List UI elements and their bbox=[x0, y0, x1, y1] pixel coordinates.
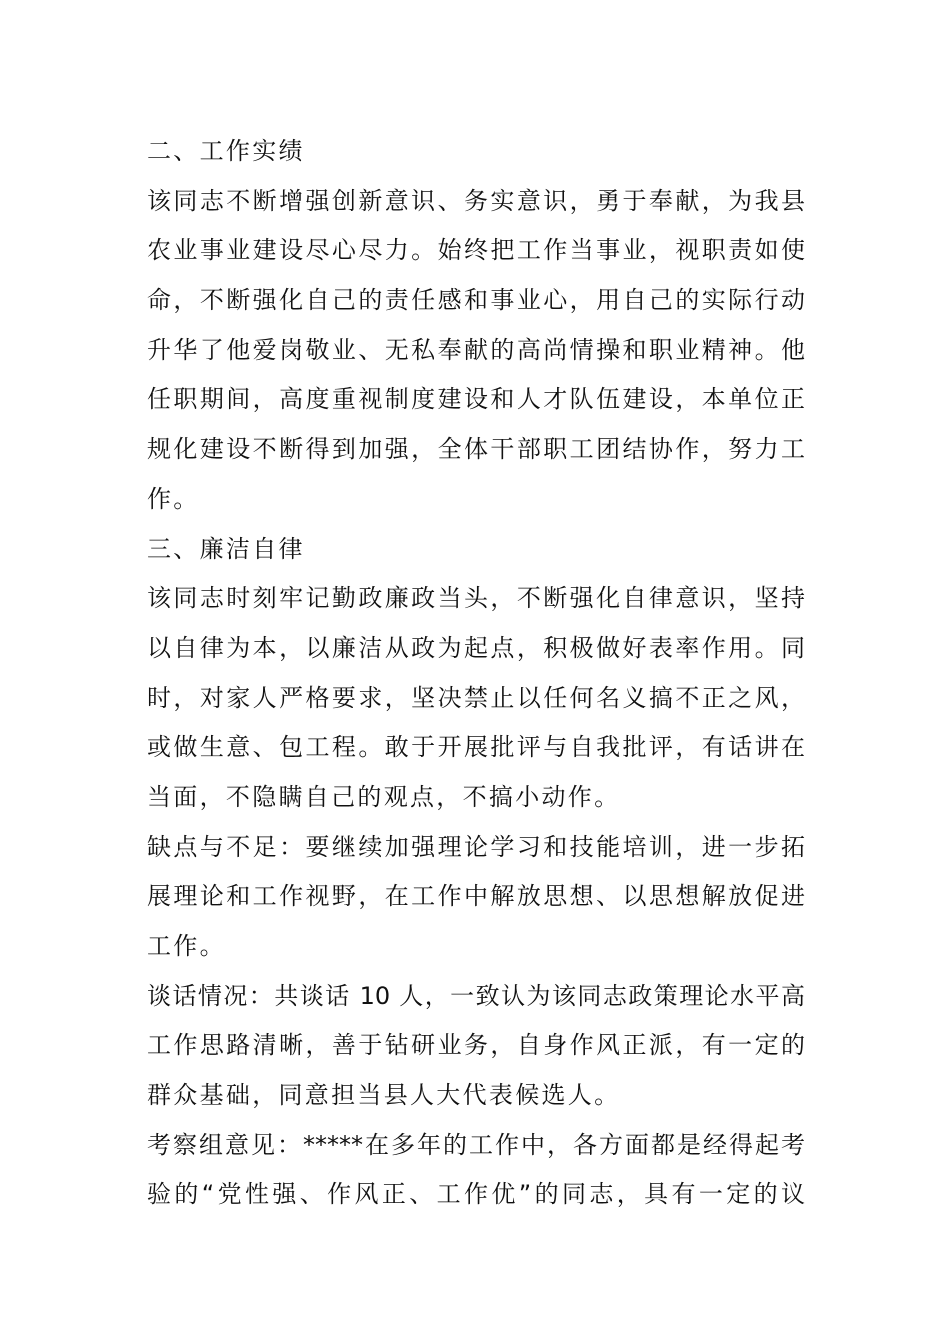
text-line: 以自律为本，以廉洁从政为起点，积极做好表率作用。同 bbox=[147, 633, 805, 662]
text-line: 任职期间，高度重视制度建设和人才队伍建设，本单位正 bbox=[147, 385, 805, 414]
text-line: 升华了他爱岗敬业、无私奉献的高尚情操和职业精神。他 bbox=[147, 335, 805, 364]
text-line: 群众基础，同意担当县人大代表候选人。 bbox=[147, 1081, 621, 1110]
text-line: 当面，不隐瞒自己的观点，不搞小动作。 bbox=[147, 782, 621, 811]
text-line: 缺点与不足：要继续加强理论学习和技能培训，进一步拓 bbox=[147, 832, 805, 861]
text-line: 时，对家人严格要求，坚决禁止以任何名义搞不正之风， bbox=[147, 683, 805, 712]
text-line: 规化建设不断得到加强，全体干部职工团结协作，努力工 bbox=[147, 435, 805, 464]
text-line: 命，不断强化自己的责任感和事业心，用自己的实际行动 bbox=[147, 286, 805, 315]
text-line: 工作。 bbox=[147, 932, 226, 960]
document-body bbox=[147, 127, 805, 1220]
text-line: 作。 bbox=[147, 484, 200, 513]
text-line: 三、廉洁自律 bbox=[147, 534, 305, 563]
text-line: 该同志时刻牢记勤政廉政当头，不断强化自律意识，坚持 bbox=[147, 584, 805, 613]
text-line: 谈话情况：共谈话 10 人，一致认为该同志政策理论水平高 bbox=[147, 981, 805, 1010]
text-line: 农业事业建设尽心尽力。始终把工作当事业，视职责如使 bbox=[147, 236, 805, 265]
text-line: 验的“党性强、作风正、工作优”的同志，具有一定的议 bbox=[147, 1180, 805, 1209]
text-line: 展理论和工作视野，在工作中解放思想、以思想解放促进 bbox=[147, 882, 805, 911]
text-line: 该同志不断增强创新意识、务实意识，勇于奉献，为我县 bbox=[147, 186, 805, 215]
text-line: 考察组意见：*****在多年的工作中，各方面都是经得起考 bbox=[147, 1130, 805, 1159]
text-line: 二、工作实绩 bbox=[147, 137, 305, 165]
text-line: 或做生意、包工程。敢于开展批评与自我批评，有话讲在 bbox=[147, 733, 805, 762]
text-line: 工作思路清晰，善于钻研业务，自身作风正派，有一定的 bbox=[147, 1031, 805, 1060]
